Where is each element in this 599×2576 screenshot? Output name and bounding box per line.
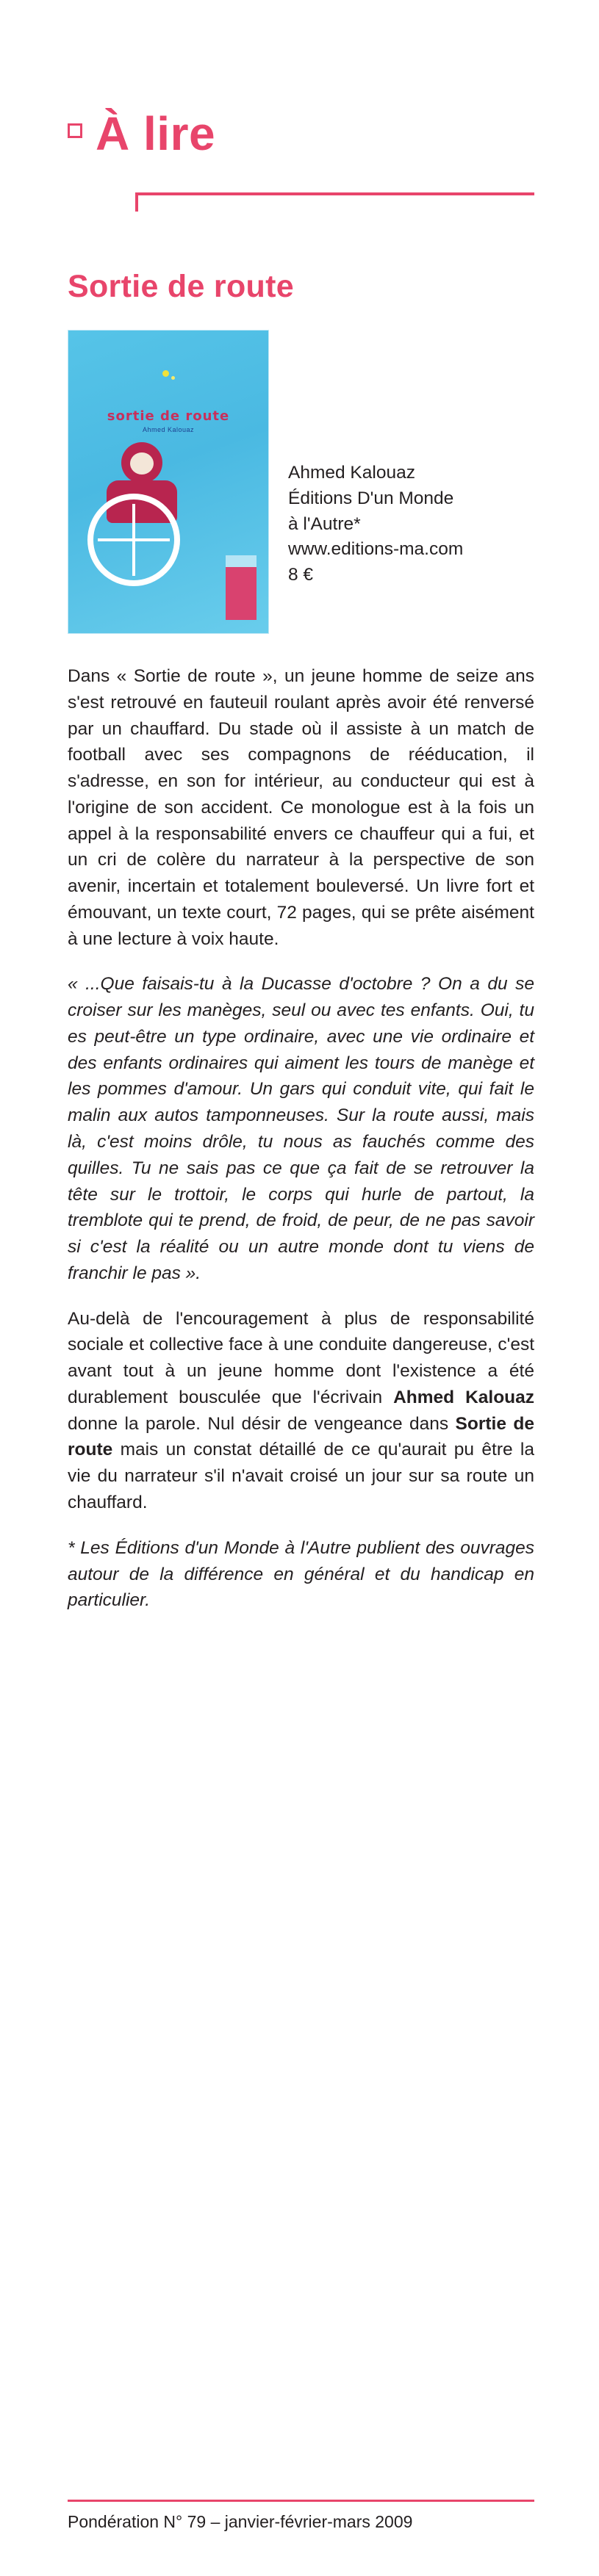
cover-title: sortie de route [107, 408, 230, 424]
closing-part3: mais un constat détaillé de ce qu'aurait pu être la vie du narrateur s'il n'avait croisé un jour sur sa route un chauffard. [68, 1440, 534, 1512]
section-header-inner [68, 107, 534, 170]
closing-part2: donne la parole. Nul désir de vengeance dans [68, 1413, 456, 1434]
article-title: Sortie de route [68, 269, 294, 304]
book-author: Ahmed Kalouaz [288, 463, 415, 483]
paragraph-footnote: * Les Éditions d'un Monde à l'Autre publient des ouvrages autour de la différence en général et du handicap en particulier. [68, 1537, 534, 1611]
closing-bold-author: Ahmed Kalouaz [393, 1387, 535, 1407]
paragraph-intro: Dans « Sortie de route », un jeune homme de seize ans s'est retrouvé en fauteuil roulant après avoir été renversé par un chauffard. Du stade où il assiste à un match de football avec ses compagnons de rééducation, il s'adresse, en son for intérieur, au conducteur qui est à l'origine de son accident. Ce monologue est à la fois un appel à la responsabilité envers ce chauffeur qui a fui, et un cri de colère du narrateur à la perspective de son avenir, incertain et totalement bouleversé. Un livre fort et émouvant, un texte court, 72 pages, qui se prête aisément à une lecture à voix haute. [68, 666, 534, 949]
header-rule-vertical [135, 192, 138, 212]
cover-author: Ahmed Kalouaz [142, 426, 195, 433]
article-body [68, 663, 534, 1614]
footer-text: Pondération N° 79 – janvier-février-mars 2009 [68, 2512, 413, 2531]
book-price: 8 € [288, 565, 314, 585]
paragraph-closing [68, 1306, 534, 1516]
cover-band-strip [226, 555, 257, 567]
cover-ball-icon [162, 370, 169, 377]
page-footer [68, 2500, 534, 2532]
book-publisher: Éditions D'un Monde [288, 488, 454, 508]
footer-rule [68, 2500, 534, 2502]
paragraph-quote: « ...Que faisais-tu à la Ducasse d'octobre ? On a du se croiser sur les manèges, seul ou avec tes enfants. Oui, tu es peut-être un type ordinaire, avec une vie ordinaire et des enfants ordinaires qui aiment les tours de manège et les pommes d'amour. Un gars qui conduit vite, qui fait le malin aux autos tamponneuses. Sur la route aussi, mais là, c'est moins drôle, tu nous as fauchés comme des quilles. Tu ne sais pas ce que ça fait de se retrouver la tête sur le trottoir, le corps qui hurle de partout, la tremblote qui te prend, de froid, de peur, de ne pas savoir si c'est la réalité ou un autre monde dont tu viens de franchir le pas ». [68, 974, 534, 1283]
cover-publisher-badge [226, 567, 257, 620]
closing-bold-title: Sortie de route [68, 1413, 534, 1460]
header-rule [135, 192, 534, 195]
book-meta [288, 330, 463, 588]
book-website[interactable]: www.editions-ma.com [288, 539, 464, 560]
book-cover-image [68, 330, 269, 634]
section-header [68, 0, 534, 228]
closing-part1: Au-delà de l'encouragement à plus de responsabilité sociale et collective face à une conduite dangereuse, c'est avant tout à un jeune homme dont l'existence a été durablement bousculée que l'écrivain [68, 1308, 534, 1407]
cover-wheelchair-wheel-icon [87, 494, 180, 586]
book-publisher-line2: à l'Autre* [288, 513, 361, 534]
book-block [68, 330, 534, 634]
square-marker-icon [68, 123, 82, 138]
section-title: À lire [96, 107, 216, 160]
